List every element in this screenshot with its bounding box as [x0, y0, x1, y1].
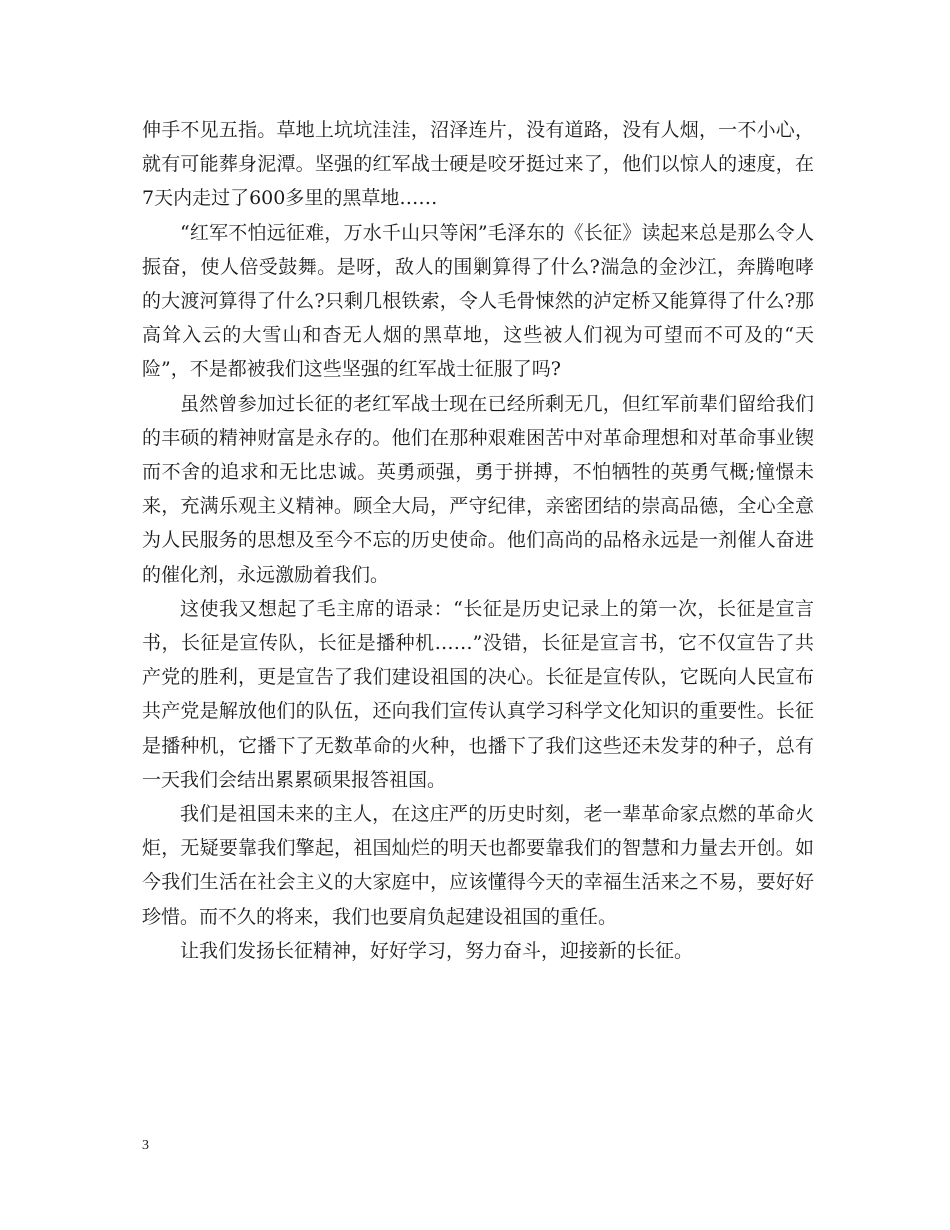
paragraph-chairman-quote: 这使我又想起了毛主席的语录：“长征是历史记录上的第一次，长征是宣言书，长征是宣传队，长征是播种机……”没错，长征是宣言书，它不仅宣告了共产党的胜利，更是宣告了我们建设祖国的决心。长征是宣传队，它既向人民宣布共产党是解放他们的队伍，还向我们宣传认真学习科学文化知识的重要性。长征是播种机，它播下了无数革命的火种，也播下了我们这些还未发芽的种子，总有一天我们会结出累累硕果报答祖国。	[142, 597, 814, 791]
document-body	[142, 113, 814, 968]
paragraph-spiritual-wealth: 虽然曾参加过长征的老红军战士现在已经所剩无几，但红军前辈们留给我们的丰硕的精神财富是永存的。他们在那种艰难困苦中对革命理想和对革命事业锲而不舍的追求和无比忠诚。英勇顽强，勇于拼搏，不怕牺牲的英勇气概;憧憬未来，充满乐观主义精神。顾全大局，严守纪律，亲密团结的崇高品德，全心全意为人民服务的思想及至今不忘的历史使命。他们高尚的品格永远是一剂催人奋进的催化剂，永远激励着我们。	[142, 392, 814, 586]
paragraph-future-masters: 我们是祖国未来的主人，在这庄严的历史时刻，老一辈革命家点燃的革命火炬，无疑要靠我们擎起，祖国灿烂的明天也都要靠我们的智慧和力量去开创。如今我们生活在社会主义的大家庭中，应该懂得今天的幸福生活来之不易，要好好珍惜。而不久的将来，我们也要肩负起建设祖国的重任。	[142, 803, 814, 928]
page-number: 3	[142, 1138, 149, 1153]
paragraph-long-march-poem: “红军不怕远征难，万水千山只等闲”毛泽东的《长征》读起来总是那么令人振奋，使人倍受鼓舞。是呀，敌人的围剿算得了什么?湍急的金沙江，奔腾咆哮的大渡河算得了什么?只剩几根铁索，令人毛骨悚然的泸定桥又能算得了什么?那高耸入云的大雪山和杳无人烟的黑草地，这些被人们视为可望而不可及的“天险”，不是都被我们这些坚强的红军战士征服了吗?	[142, 221, 814, 381]
paragraph-closing: 让我们发扬长征精神，好好学习，努力奋斗，迎接新的长征。	[180, 939, 694, 962]
paragraph-continuation: 伸手不见五指。草地上坑坑洼洼，沼泽连片，没有道路，没有人烟，一不小心，就有可能葬身泥潭。坚强的红军战士硬是咬牙挺过来了，他们以惊人的速度，在7天内走过了600多里的黑草地……	[142, 119, 814, 210]
